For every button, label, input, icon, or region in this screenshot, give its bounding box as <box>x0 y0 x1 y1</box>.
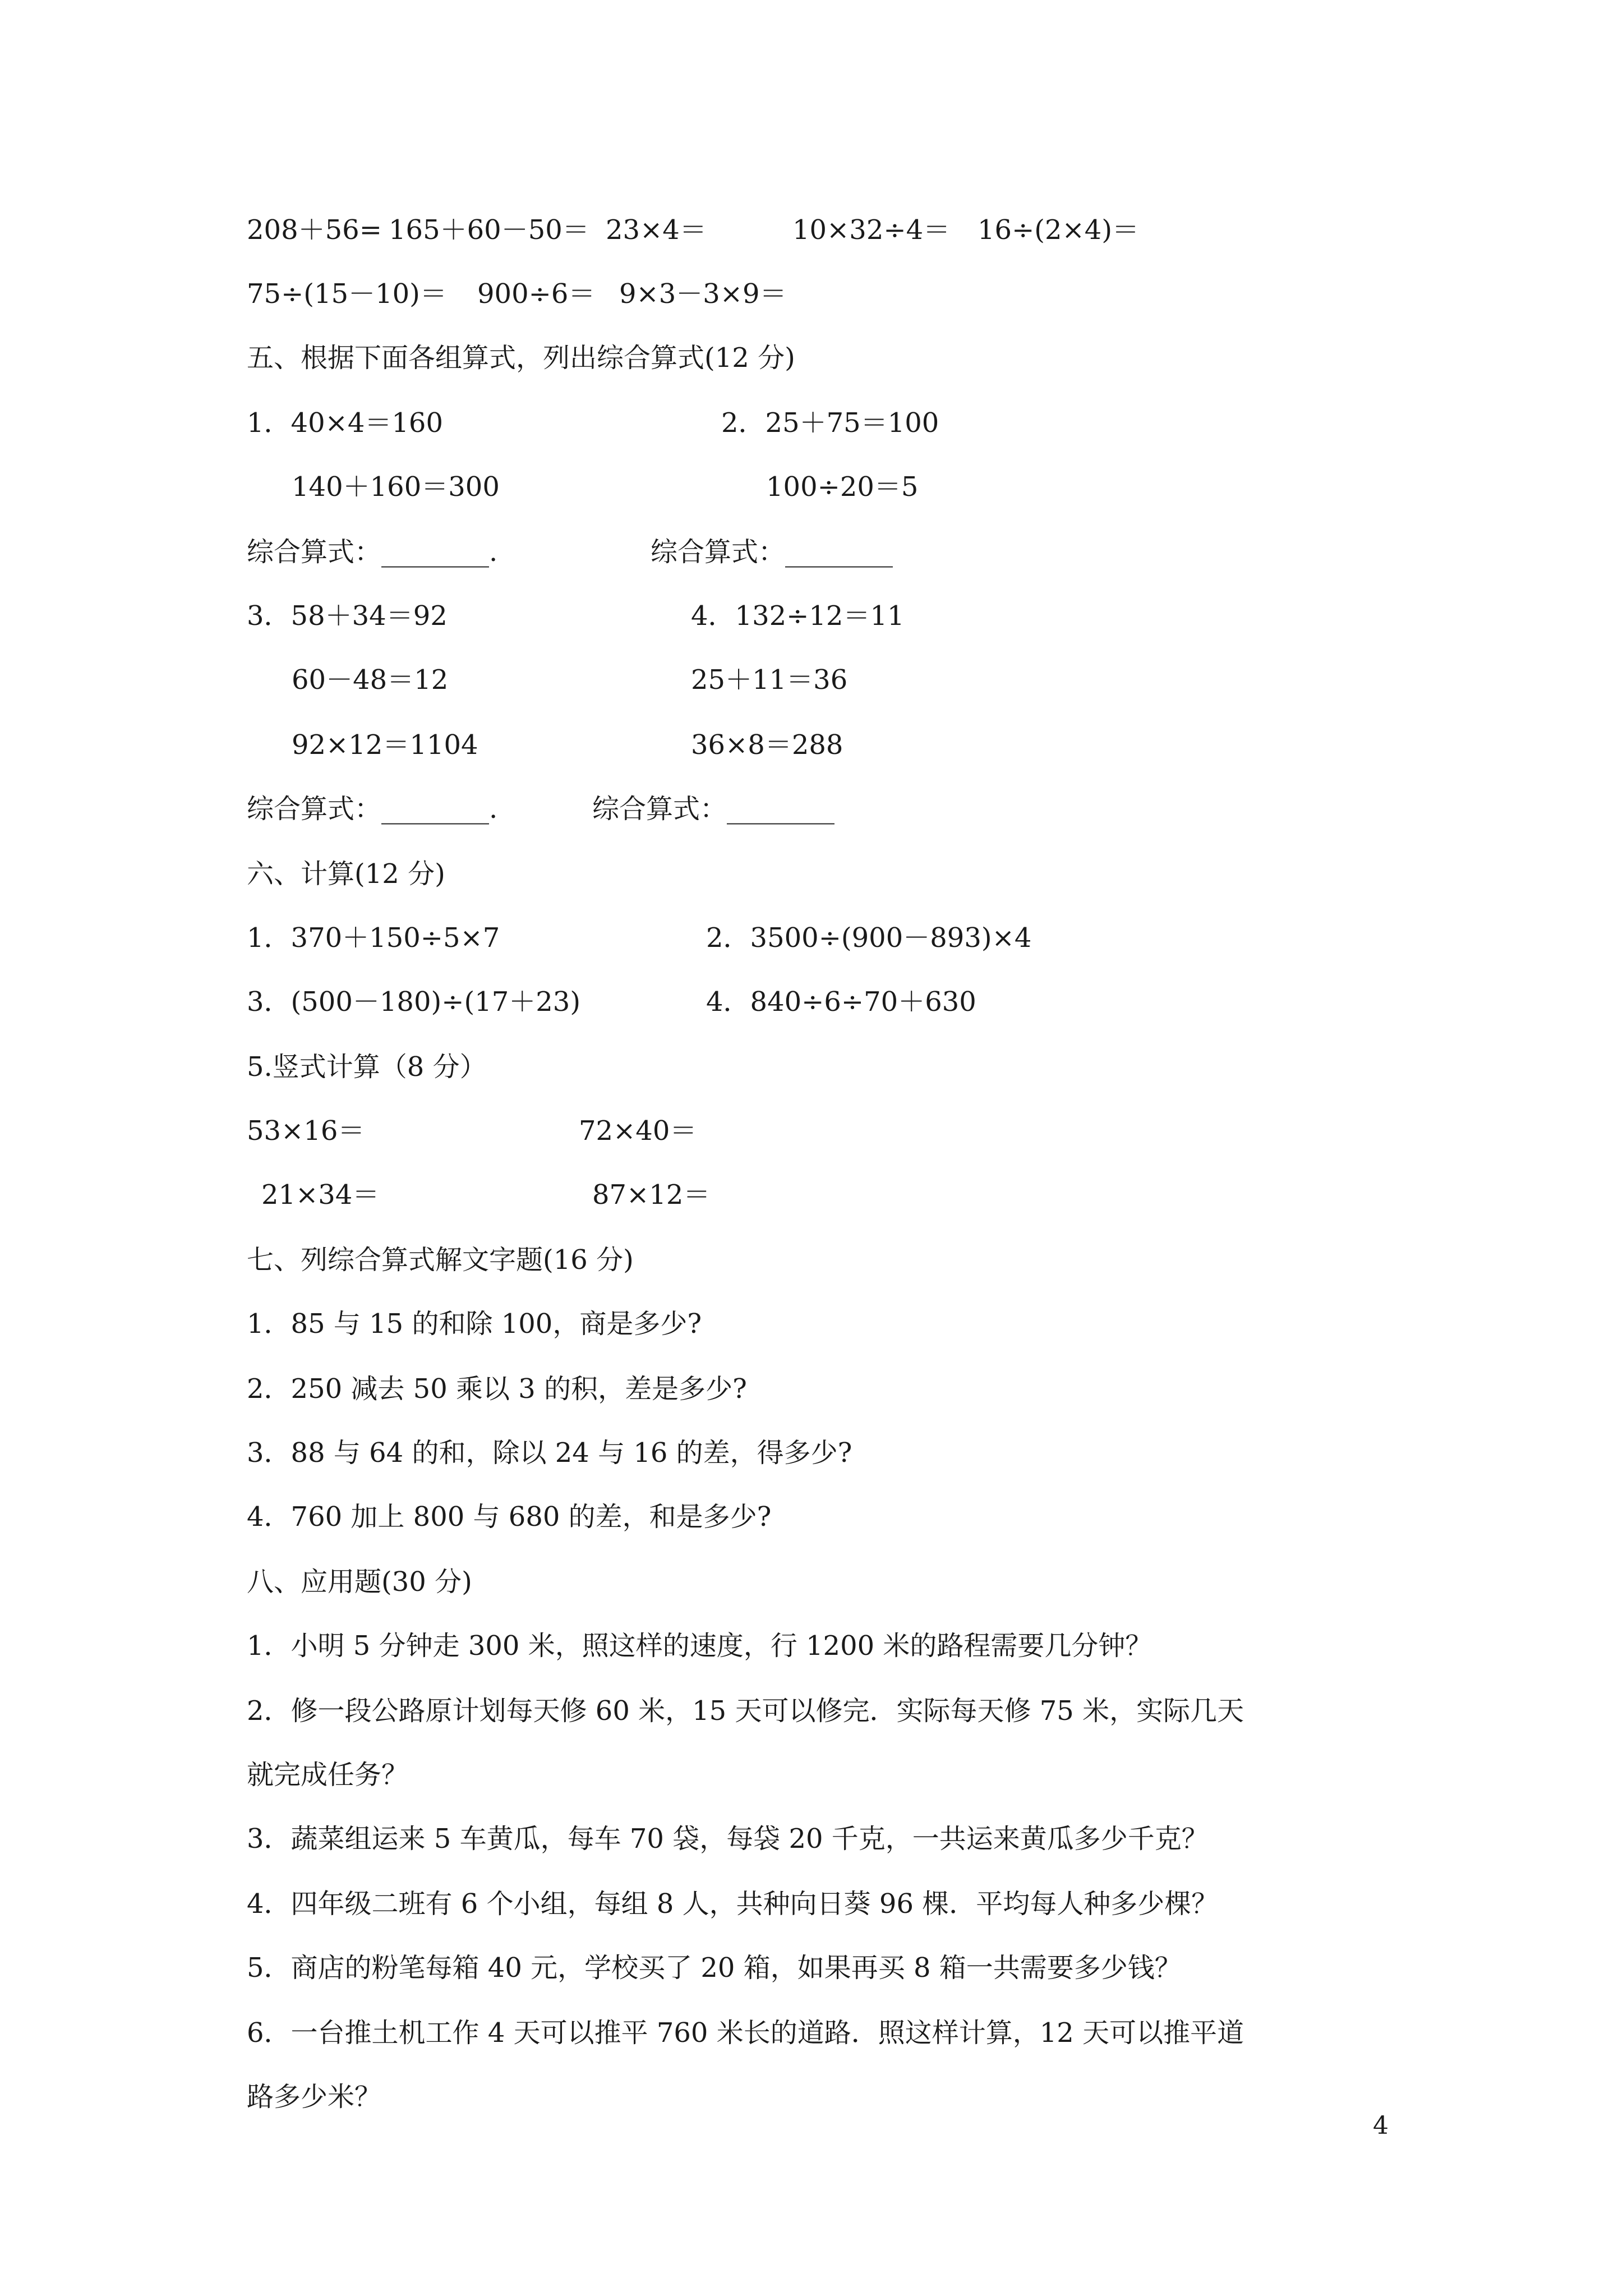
combined-formula-answer: 综合算式：________. <box>247 536 498 568</box>
page-number: 4 <box>1373 2111 1389 2140</box>
combined-formula-answer: 综合算式：________. <box>247 793 498 825</box>
word-problem: 2．250 减去 50 乘以 3 的积，差是多少? <box>247 1373 747 1405</box>
section-5-heading: 五、根据下面各组算式，列出综合算式(12 分) <box>247 342 795 374</box>
oral-problem: 75÷(15－10)＝ <box>247 278 447 310</box>
group-2-line-1: 2．25＋75＝100 <box>721 407 939 439</box>
application-problem-continued: 就完成任务？ <box>247 1759 409 1791</box>
section-8-heading: 八、应用题(30 分) <box>247 1566 472 1598</box>
application-problem: 5．商店的粉笔每箱 40 元，学校买了 20 箱，如果再买 8 箱一共需要多少钱？ <box>247 1952 1182 1984</box>
group-4-line-3: 36×8＝288 <box>691 729 843 761</box>
word-problem: 4．760 加上 800 与 680 的差，和是多少? <box>247 1501 772 1533</box>
group-2-line-2: 100÷20＝5 <box>766 471 919 503</box>
application-problem-continued: 路多少米？ <box>247 2081 382 2113</box>
oral-problem: 900÷6＝ <box>477 278 596 310</box>
application-problem: 4．四年级二班有 6 个小组，每组 8 人，共种向日葵 96 棵．平均每人种多少棵？ <box>247 1888 1219 1920</box>
group-1-line-1: 1．40×4＝160 <box>247 407 443 439</box>
combined-formula-answer: 综合算式：________ <box>592 793 835 825</box>
vertical-calc-problem: 87×12＝ <box>592 1179 711 1211</box>
oral-problem: 165＋60－50＝ <box>389 214 589 246</box>
vertical-calc-problem: 21×34＝ <box>261 1179 380 1211</box>
application-problem: 2．修一段公路原计划每天修 60 米，15 天可以修完．实际每天修 75 米，实际几天 <box>247 1695 1244 1727</box>
oral-problem: 208＋56= <box>247 214 382 246</box>
application-problem: 3．蔬菜组运来 5 车黄瓜，每车 70 袋，每袋 20 千克，一共运来黄瓜多少千克？ <box>247 1823 1209 1855</box>
calc-problem-4: 4．840÷6÷70＋630 <box>706 986 976 1018</box>
calc-problem-3: 3．(500－180)÷(17＋23) <box>247 986 581 1018</box>
group-3-line-2: 60－48＝12 <box>292 664 449 696</box>
section-7-heading: 七、列综合算式解文字题(16 分) <box>247 1244 634 1276</box>
vertical-calc-problem: 53×16＝ <box>247 1115 365 1147</box>
oral-problem: 9×3－3×9＝ <box>619 278 787 310</box>
vertical-calc-problem: 72×40＝ <box>579 1115 697 1147</box>
application-problem: 6．一台推土机工作 4 天可以推平 760 米长的道路．照这样计算，12 天可以推平道 <box>247 2017 1244 2049</box>
combined-formula-answer: 综合算式：________ <box>651 536 893 568</box>
vertical-calc-heading: 5.竖式计算（8 分） <box>247 1051 487 1083</box>
group-4-line-1: 4．132÷12＝11 <box>691 600 905 632</box>
oral-problem: 16÷(2×4)＝ <box>978 214 1140 246</box>
calc-problem-2: 2．3500÷(900－893)×4 <box>706 922 1032 954</box>
application-problem: 1．小明 5 分钟走 300 米，照这样的速度，行 1200 米的路程需要几分钟？ <box>247 1630 1152 1662</box>
word-problem: 1．85 与 15 的和除 100，商是多少? <box>247 1308 702 1340</box>
word-problem: 3．88 与 64 的和，除以 24 与 16 的差，得多少? <box>247 1437 852 1469</box>
group-3-line-3: 92×12＝1104 <box>292 729 478 761</box>
section-6-heading: 六、计算(12 分) <box>247 858 445 890</box>
group-3-line-1: 3．58＋34＝92 <box>247 600 448 632</box>
group-1-line-2: 140＋160＝300 <box>292 471 500 503</box>
oral-problem: 10×32÷4＝ <box>792 214 951 246</box>
oral-problem: 23×4＝ <box>606 214 707 246</box>
calc-problem-1: 1．370＋150÷5×7 <box>247 922 500 954</box>
group-4-line-2: 25＋11＝36 <box>691 664 848 696</box>
